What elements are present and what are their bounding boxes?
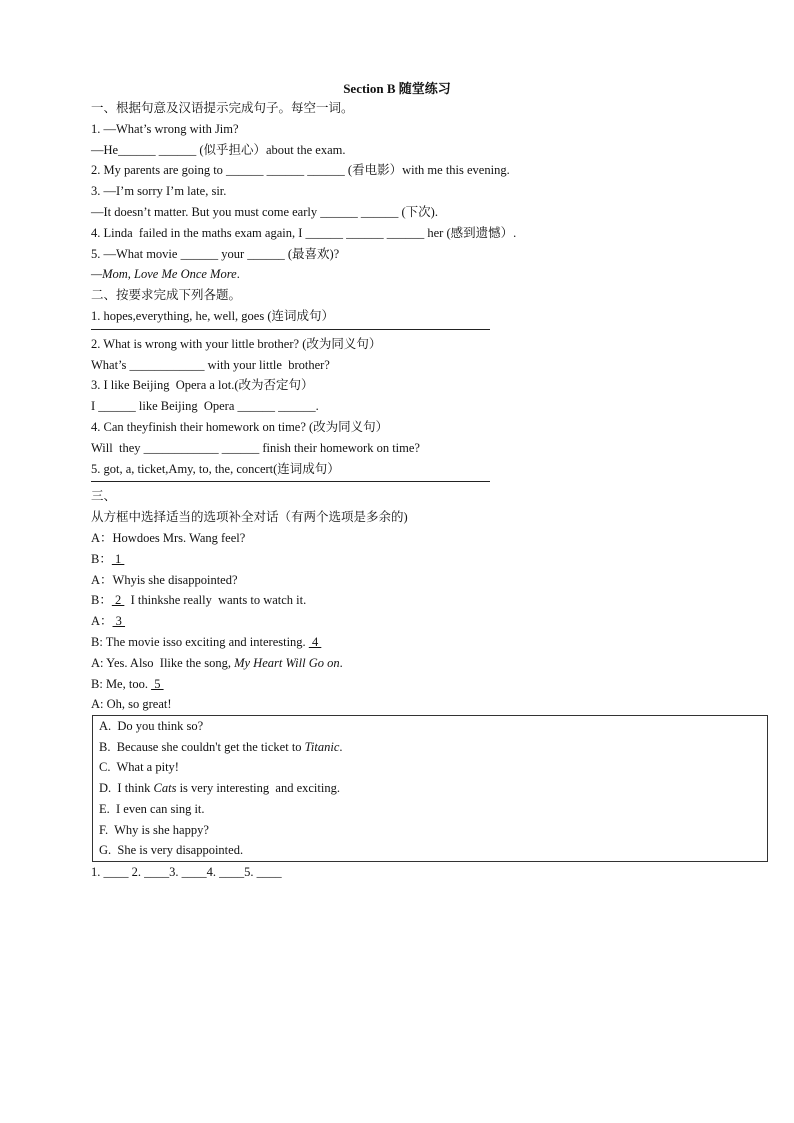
part2-line: I ______ like Beijing Opera ______ ______. (91, 399, 319, 414)
dialogue-line (91, 528, 771, 549)
part2-line: What’s ____________ with your little brother? (91, 357, 330, 372)
blank-3[interactable]: 3 (112, 614, 126, 629)
blank-4[interactable]: 4 (308, 634, 322, 649)
choice-item: C. What a pity! (99, 760, 179, 775)
choice-item (99, 737, 767, 758)
part2-line: 4. Can theyfinish their homework on time? (改为同义句） (91, 419, 389, 434)
speaker-label: B： (91, 593, 112, 608)
part1-line: 1. —What’s wrong with Jim? (91, 121, 239, 136)
part1-line: 2. My parents are going to ______ ______ ______ (看电影）with me this evening. (91, 163, 510, 178)
choice-item: E. I even can sing it. (99, 801, 205, 816)
blank-2[interactable]: 2 (111, 593, 125, 608)
movie-title: —Mom, Love Me Once More (91, 267, 237, 282)
speaker-label: B： (91, 551, 112, 566)
song-title: My Heart Will Go on (234, 655, 340, 670)
worksheet-content (91, 98, 771, 883)
dialogue-text: . (339, 655, 343, 670)
part1-line: 4. Linda failed in the maths exam again, I ______ ______ ______ her (感到遗憾）. (91, 225, 517, 240)
speaker-label: B: (91, 634, 106, 649)
choice-text: is very interesting and exciting. (176, 781, 340, 796)
choice-text: B. Because she couldn't get the ticket to (99, 739, 305, 754)
dialogue-line (91, 632, 771, 653)
dialogue-text: I thinkshe really wants to watch it. (124, 593, 307, 608)
dialogue-text: Whyis she disappointed? (112, 572, 238, 587)
part1-line: —It doesn’t matter. But you must come early ______ ______ (下次). (91, 204, 438, 219)
dialogue-line (91, 570, 771, 591)
part2-line: 3. I like Beijing Opera a lot.(改为否定句） (91, 378, 314, 393)
speaker-label: A： (91, 614, 113, 629)
movie-title: Titanic (304, 739, 340, 754)
part2-q1: 1. hopes,everything, he, well, goes (连词成句） (91, 308, 335, 323)
speaker-label: A： (91, 572, 113, 587)
part2-line: 2. What is wrong with your little brother? (改为同义句） (91, 336, 382, 351)
speaker-label: B: (91, 676, 106, 691)
answer-blanks[interactable]: 1. ____ 2. ____3. ____4. ____5. ____ (91, 864, 282, 879)
speaker-label: A： (91, 530, 113, 545)
dialogue-line (91, 549, 771, 570)
dialogue-text: Me, too. (105, 676, 152, 691)
musical-title: Cats (153, 781, 177, 796)
answer-tail: . (236, 267, 240, 282)
part2-line: Will they ____________ ______ finish their homework on time? (91, 440, 420, 455)
choice-text: D. I think (99, 781, 154, 796)
choice-item: A. Do you think so? (99, 719, 204, 734)
dialogue-text: The movie isso exciting and interesting. (105, 634, 309, 649)
part1-line: 5. —What movie ______ your ______ (最喜欢)? (91, 246, 340, 261)
dialogue-line (91, 674, 771, 695)
part2-q5: 5. got, a, ticket,Amy, to, the, concert(连词成句） (91, 461, 340, 476)
answer-rule (91, 481, 490, 482)
part3-heading: 三、 (91, 489, 117, 504)
blank-1[interactable]: 1 (111, 551, 125, 566)
speaker-label: A: (91, 697, 107, 712)
dialogue-line (91, 653, 771, 674)
dialogue-line (91, 611, 771, 632)
part1-heading: 一、根据句意及汉语提示完成句子。每空一词。 (91, 101, 354, 115)
page-title: Section B 随堂练习 (343, 81, 451, 96)
choice-item (99, 778, 767, 799)
choice-item: F. Why is she happy? (99, 822, 209, 837)
part1-answer-line (91, 264, 771, 285)
choice-item: G. She is very disappointed. (99, 843, 244, 858)
speaker-label: A: (91, 655, 107, 670)
dialogue-line (91, 590, 771, 611)
choices-box (92, 715, 768, 862)
dialogue-text: Howdoes Mrs. Wang feel? (112, 530, 246, 545)
part3-instruction: 从方框中选择适当的选项补全对话（有两个选项是多余的) (91, 510, 408, 525)
part2-heading: 二、按要求完成下列各题。 (91, 288, 242, 303)
choice-text: . (339, 739, 343, 754)
blank-5[interactable]: 5 (151, 676, 164, 691)
part1-line: —He______ ______ (似乎担心）about the exam. (91, 142, 346, 157)
part1-line: 3. —I’m sorry I’m late, sir. (91, 184, 227, 199)
dialogue-text: Yes. Also Ilike the song, (106, 655, 235, 670)
answer-rule (91, 329, 490, 330)
dialogue-line (91, 694, 771, 715)
dialogue-text: Oh, so great! (106, 697, 172, 712)
